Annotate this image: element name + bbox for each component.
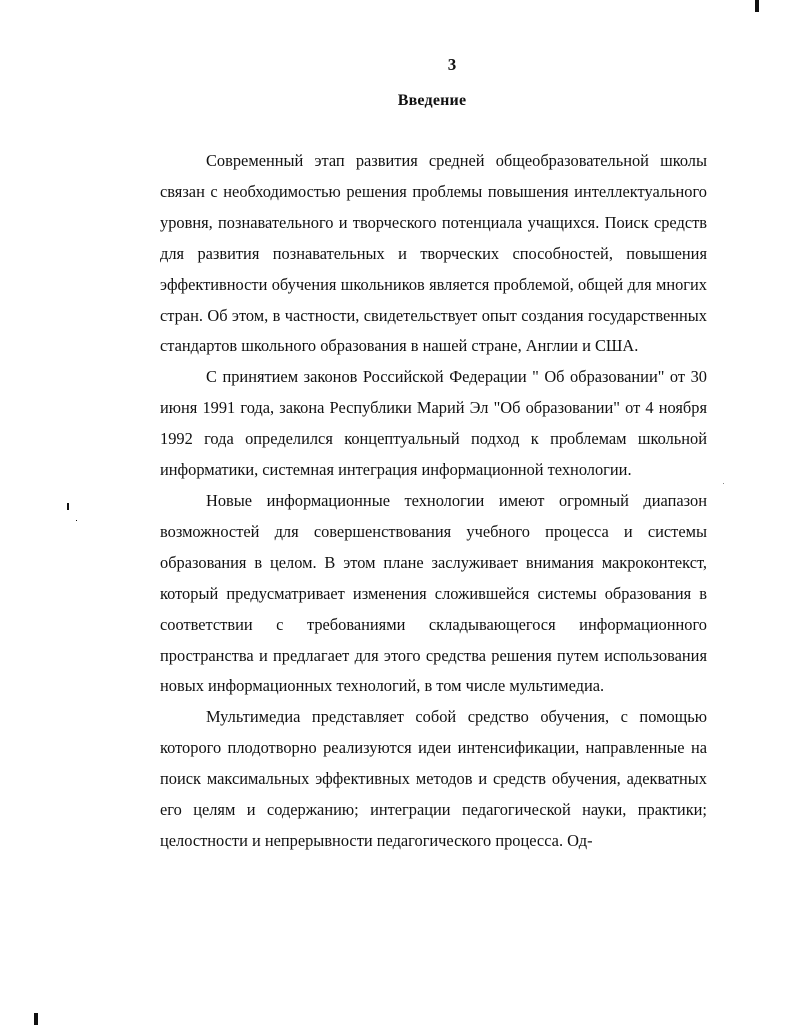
body-text bbox=[160, 146, 707, 857]
scan-speck bbox=[723, 483, 724, 484]
scan-edge-mark bbox=[34, 1013, 38, 1025]
scan-speck bbox=[76, 520, 77, 521]
page-title: Введение bbox=[397, 92, 467, 109]
paragraph: Новые информационные технологии имеют огромный диапазон возможностей для совершенствования учебного процесса и системы образования в целом. В этом плане заслуживает внимания макроконтекст, который предусматривает изменения сложившейся системы образования в соответствии с требованиями складывающегося информационного пространства и предлагает для этого средства решения путем использования новых информационных технологий, в том числе мультимедиа. bbox=[160, 490, 707, 696]
scan-edge-mark bbox=[755, 0, 759, 12]
paragraph: С принятием законов Российской Федерации " Об образовании" от 30 июня 1991 года, закона Республики Марий Эл "Об образовании" от 4 ноября 1992 года определился концептуальный подход к проблемам школьной информатики, системная интеграция информационной технологии. bbox=[160, 367, 707, 480]
paragraph: Современный этап развития средней общеобразовательной школы связан с необходимостью решения проблемы повышения интеллектуального уровня, познавательного и творческого потенциала учащихся. Поиск средств для развития познавательных и творческих способностей, повышения эффективности обучения школьников является проблемой, общей для многих стран. Об этом, в частности, свидетельствует опыт создания государственных стандартов школьного образования в нашей стране, Англии и США. bbox=[160, 151, 707, 356]
page-number: 3 bbox=[447, 55, 457, 74]
scan-speck bbox=[67, 503, 69, 510]
paragraph: Мультимедиа представляет собой средство обучения, с помощью которого плодотворно реализуются идеи интенсификации, направленные на поиск максимальных эффективных методов и средств обучения, адекватных его целям и содержанию; интеграции педагогической науки, практики; целостности и непрерывности педагогического процесса. Од- bbox=[160, 707, 707, 850]
